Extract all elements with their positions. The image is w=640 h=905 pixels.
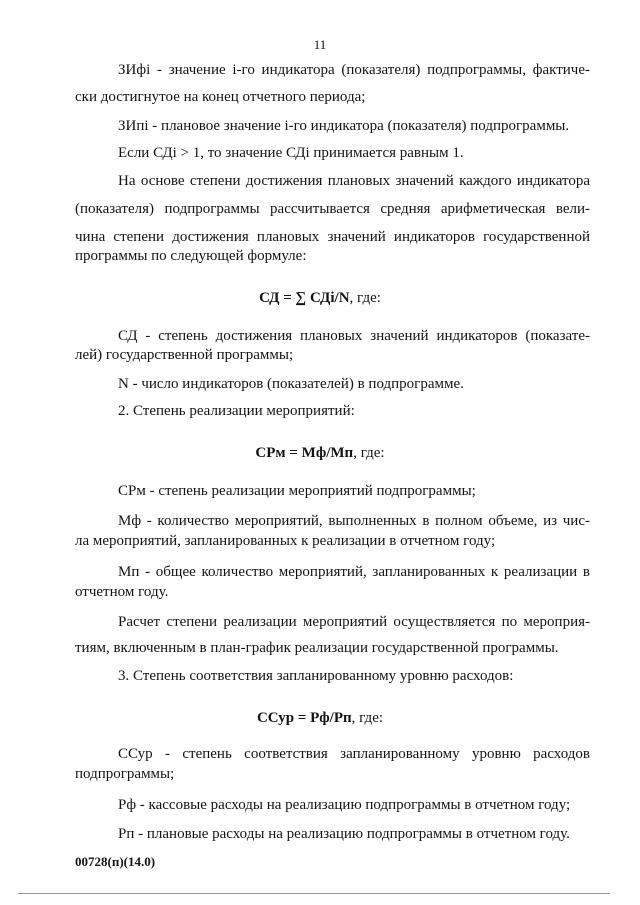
formula-ssur-main: ССур = Рф/Рп [256,710,352,726]
text-line: ЗИфi - значение i-го индикатора (показателя) подпрограммы, фактиче- [118,62,590,78]
text-line: Мп - общее количество мероприятий, запланированных к реализации в [118,564,590,580]
text-line: тиям, включенным в план-график реализации государственной программы. [75,640,559,656]
document-id: 00728(п)(14.0) [75,854,156,869]
text-line: СРм - степень реализации мероприятий подпрограммы; [118,483,476,499]
text-line: N - число индикаторов (показателей) в подпрограмме. [118,376,464,392]
text-line: 3. Степень соответствия запланированному уровню расходов: [118,668,514,684]
text-line: СД - степень достижения плановых значений индикаторов (показате- [118,328,590,344]
text-line: ски достигнутое на конец отчетного периода; [75,89,366,105]
formula-ssur-tail: , где: [351,710,384,726]
bottom-rule [18,893,610,894]
text-line: 2. Степень реализации мероприятий: [118,403,355,419]
text-line: ССур - степень соответствия запланированному уровню расходов [118,746,590,762]
text-line: (показателя) подпрограммы рассчитывается средняя арифметическая вели- [75,201,590,217]
text-line: программы по следующей формуле: [75,248,307,264]
text-line: чина степени достижения плановых значений индикаторов государственной [75,229,590,245]
text-line: На основе степени достижения плановых значений каждого индикатора [118,173,590,189]
formula-srm-tail: , где: [353,445,385,461]
page-number: 11 [313,37,327,52]
formula-sd-tail: , где: [349,290,381,306]
text-line: Расчет степени реализации мероприятий осуществляется по мероприя- [118,614,590,630]
text-line: Рп - плановые расходы на реализацию подпрограммы в отчетном году. [118,826,570,842]
text-line: лей) государственной программы; [75,347,294,363]
text-line: подпрограммы; [75,766,175,782]
text-line: Если СДi > 1, то значение СДi принимается равным 1. [118,145,464,161]
formula-sd [0,286,640,310]
text-line: Мф - количество мероприятий, выполненных в полном объеме, из чис- [118,513,590,529]
text-line: ЗИпi - плановое значение i-го индикатора (показателя) подпрограммы. [118,118,570,134]
text-line: отчетном году. [75,584,169,600]
formula-srm-main: СРм = Мф/Мп [255,445,354,461]
formula-ssur [0,706,640,730]
formula-sd-main: СД = ∑ СДi/N [259,290,350,306]
text-line: Рф - кассовые расходы на реализацию подпрограммы в отчетном году; [118,797,571,813]
formula-srm [0,441,640,465]
text-line: ла мероприятий, запланированных к реализации в отчетном году; [75,533,496,549]
